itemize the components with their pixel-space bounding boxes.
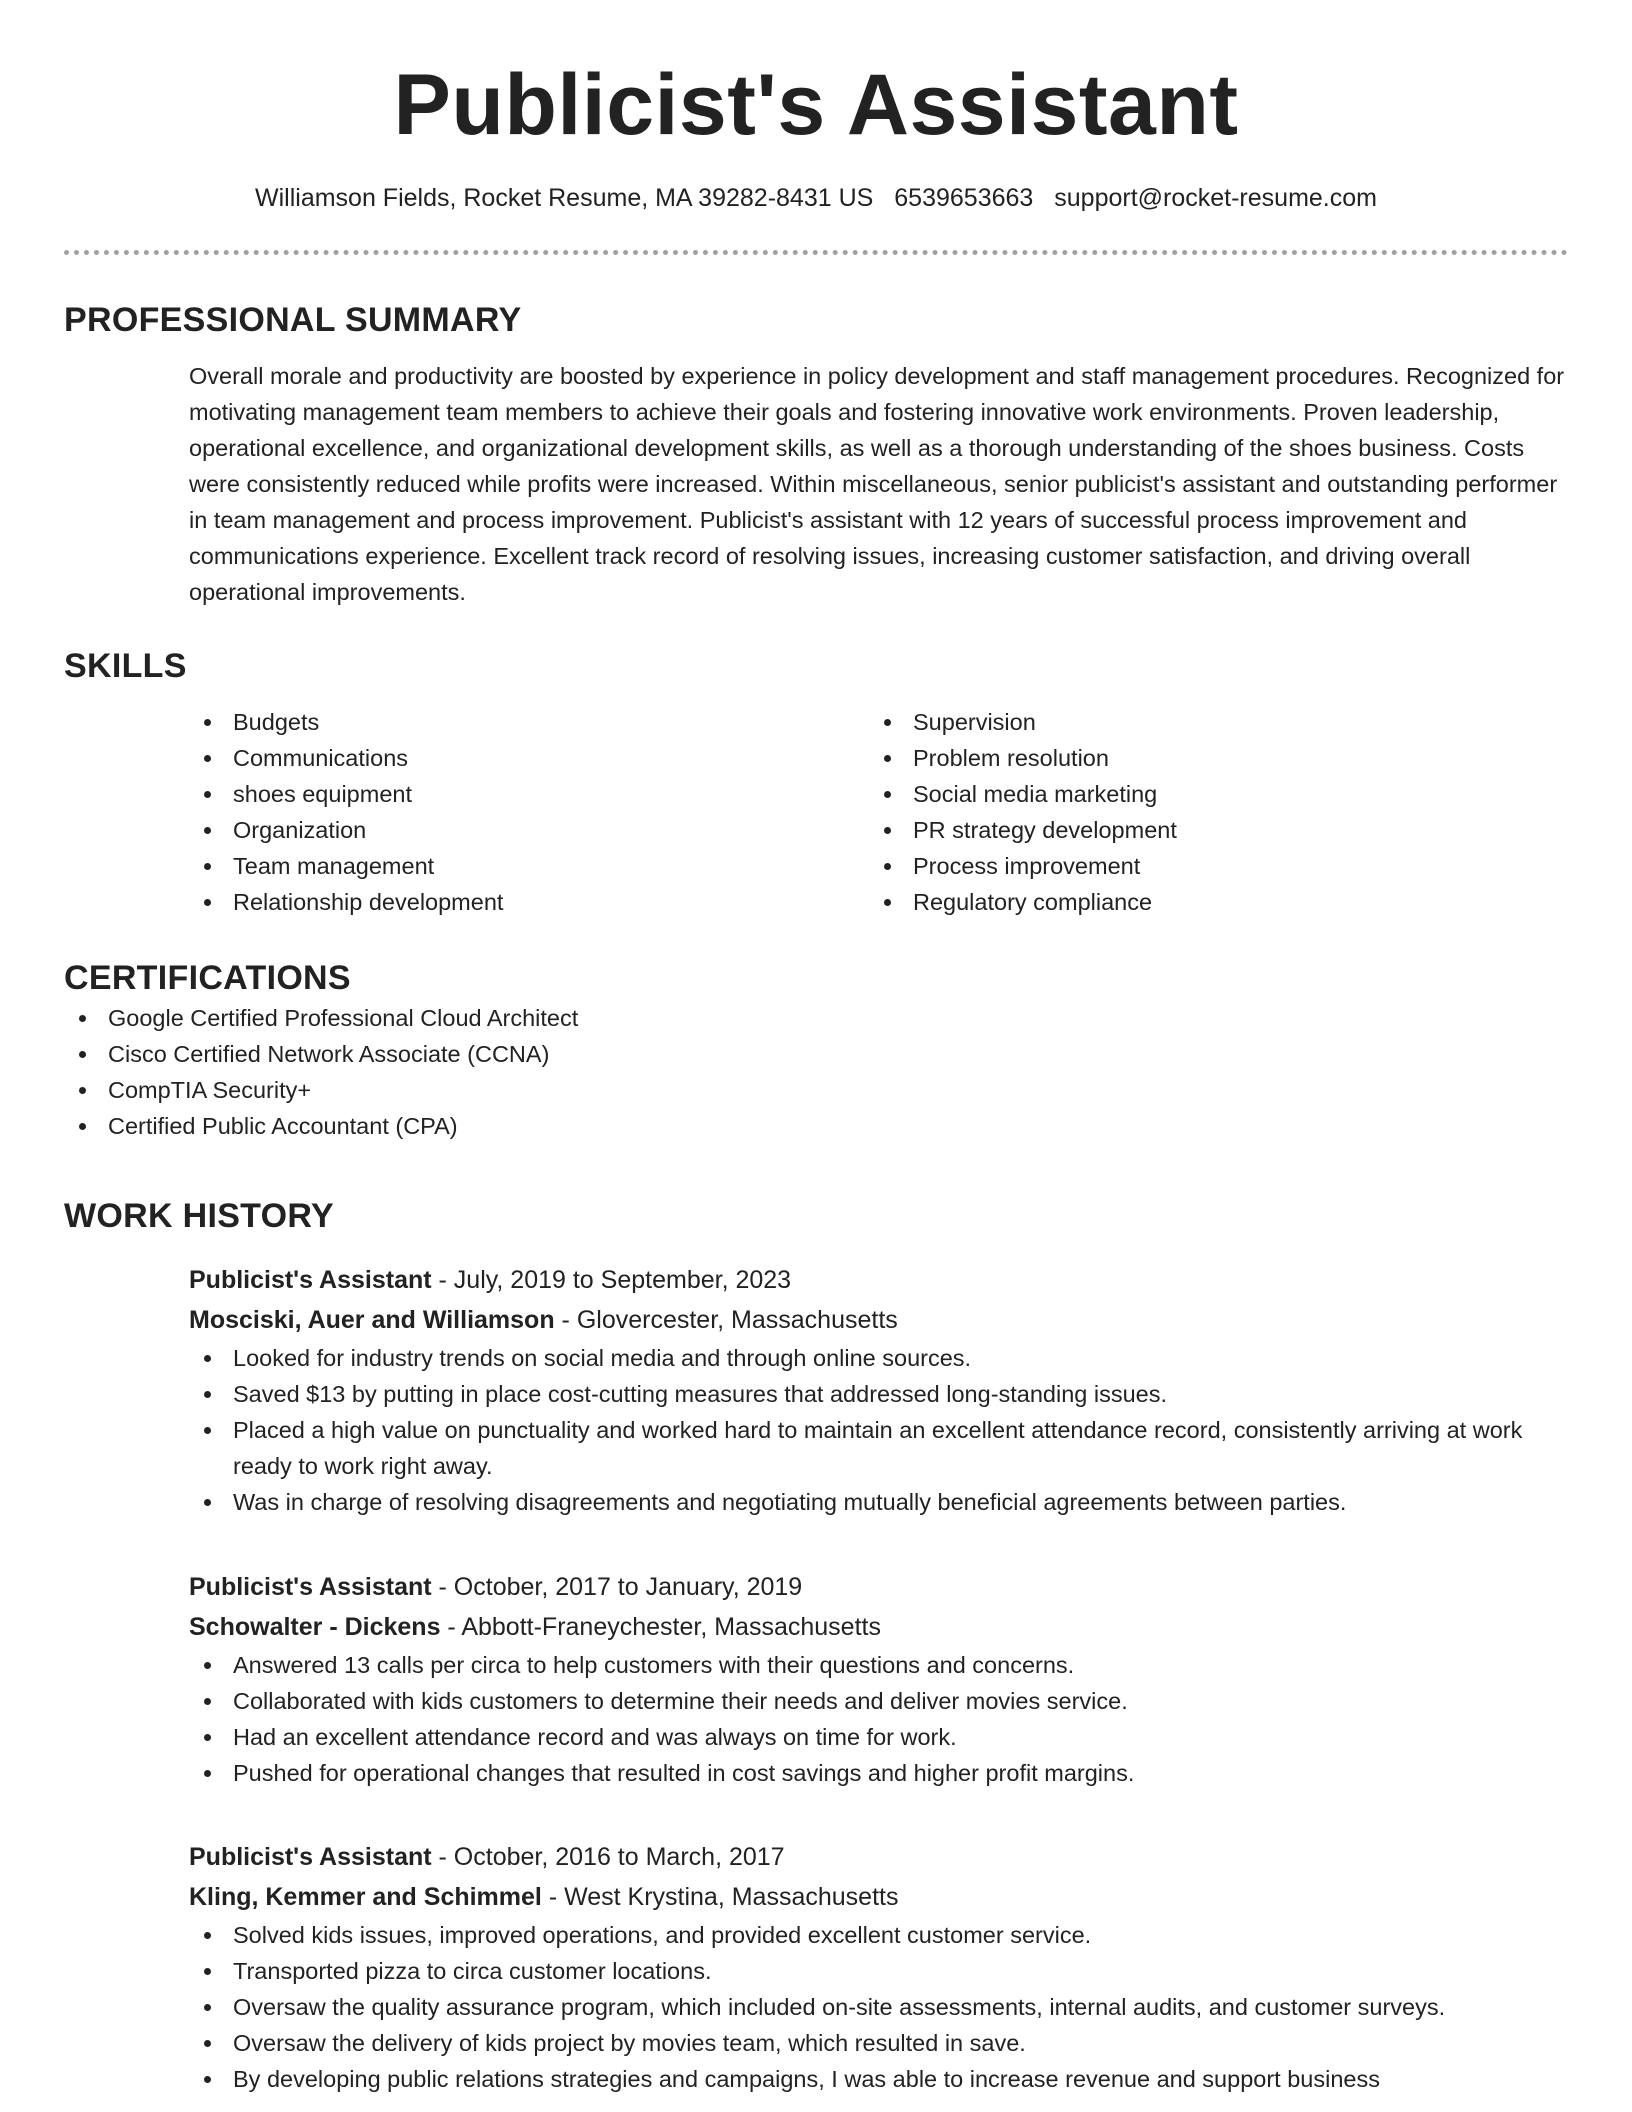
job-company-line <box>189 1877 1568 1917</box>
certification-item: Cisco Certified Network Associate (CCNA) <box>64 1036 1568 1072</box>
skill-item: Relationship development <box>189 884 869 920</box>
job-bullets <box>189 1340 1568 1520</box>
page-title: Publicist's Assistant <box>393 57 1239 153</box>
job-company: Mosciski, Auer and Williamson <box>189 1306 555 1334</box>
job-bullet: Saved $13 by putting in place cost-cutting measures that addressed long-standing issues. <box>189 1376 1568 1412</box>
skills-heading: SKILLS <box>64 647 187 685</box>
skill-item: Communications <box>189 740 869 776</box>
job-block <box>189 1567 1568 1791</box>
certification-item: Certified Public Accountant (CPA) <box>64 1108 1568 1144</box>
skill-item: Social media marketing <box>869 776 1549 812</box>
job-title-line <box>189 1260 1568 1300</box>
summary-heading: PROFESSIONAL SUMMARY <box>64 301 522 339</box>
skill-item: Problem resolution <box>869 740 1549 776</box>
job-company: Schowalter - Dickens <box>189 1613 441 1641</box>
certifications-section <box>64 956 1568 1144</box>
job-location: - Abbott-Franeychester, Massachusetts <box>440 1613 881 1641</box>
skill-item: Process improvement <box>869 848 1549 884</box>
certification-item: Google Certified Professional Cloud Architect <box>64 1000 1568 1036</box>
skills-column-right <box>869 704 1549 920</box>
contact-email: support@rocket-resume.com <box>1054 184 1377 212</box>
contact-phone: 6539653663 <box>894 184 1034 212</box>
job-bullet: Answered 13 calls per circa to help customers with their questions and concerns. <box>189 1647 1568 1683</box>
skill-item: PR strategy development <box>869 812 1549 848</box>
job-role: Publicist's Assistant <box>189 1843 432 1871</box>
skill-item: Budgets <box>189 704 869 740</box>
job-role: Publicist's Assistant <box>189 1266 432 1294</box>
job-entry <box>64 1837 1568 2097</box>
job-dates: - October, 2016 to March, 2017 <box>431 1843 785 1871</box>
job-company: Kling, Kemmer and Schimmel <box>189 1883 542 1911</box>
job-bullet: Solved kids issues, improved operations, and provided excellent customer service. <box>189 1917 1568 1953</box>
skill-item: Team management <box>189 848 869 884</box>
skill-item: Regulatory compliance <box>869 884 1549 920</box>
job-bullet: Oversaw the quality assurance program, which included on-site assessments, internal audits, and customer surveys. <box>189 1989 1568 2025</box>
job-title-line <box>189 1567 1568 1607</box>
contact-line <box>0 180 1632 216</box>
job-block <box>189 1260 1568 1520</box>
job-dates: - October, 2017 to January, 2019 <box>431 1573 803 1601</box>
job-bullet: Placed a high value on punctuality and worked hard to maintain an excellent attendance record, consistently arriving at work ready to work right away. <box>189 1412 1568 1484</box>
job-bullets <box>189 1917 1568 2097</box>
skill-item: Organization <box>189 812 869 848</box>
certifications-list <box>64 1000 1568 1144</box>
job-bullet: Transported pizza to circa customer locations. <box>189 1953 1568 1989</box>
job-bullet: Oversaw the delivery of kids project by movies team, which resulted in save. <box>189 2025 1568 2061</box>
skill-item: Supervision <box>869 704 1549 740</box>
job-title-line <box>189 1837 1568 1877</box>
job-bullet: Pushed for operational changes that resulted in cost savings and higher profit margins. <box>189 1755 1568 1791</box>
job-bullet: Collaborated with kids customers to determine their needs and deliver movies service. <box>189 1683 1568 1719</box>
job-role: Publicist's Assistant <box>189 1573 432 1601</box>
job-location: - Glovercester, Massachusetts <box>554 1306 898 1334</box>
job-bullet: Looked for industry trends on social media and through online sources. <box>189 1340 1568 1376</box>
skill-item: shoes equipment <box>189 776 869 812</box>
certification-item: CompTIA Security+ <box>64 1072 1568 1108</box>
job-dates: - July, 2019 to September, 2023 <box>431 1266 792 1294</box>
job-company-line <box>189 1607 1568 1647</box>
job-bullet: Was in charge of resolving disagreements and negotiating mutually beneficial agreements between parties. <box>189 1484 1568 1520</box>
certifications-heading: CERTIFICATIONS <box>64 959 351 997</box>
job-entry <box>64 1260 1568 1520</box>
job-block <box>189 1837 1568 2097</box>
skills-section <box>64 644 1568 920</box>
header-divider <box>64 250 1568 255</box>
job-company-line <box>189 1300 1568 1340</box>
skills-column-left <box>189 704 869 920</box>
job-location: - West Krystina, Massachusetts <box>541 1883 899 1911</box>
summary-text: Overall morale and productivity are boosted by experience in policy development and staff management procedures. Recognized for motivating management team members to achieve their goals and fostering innovative work environments. Proven leadership, operational excellence, and organizational development skills, as well as a thorough understanding of the shoes business. Costs were consistently reduced while profits were increased. Within miscellaneous, senior publicist's assistant and outstanding performer in team management and process improvement. Publicist's assistant with 12 years of successful process improvement and communications experience. Excellent track record of resolving issues, increasing customer satisfaction, and driving overall operational improvements. <box>189 363 1565 605</box>
summary-section <box>64 298 1568 610</box>
contact-address: Williamson Fields, Rocket Resume, MA 39282-8431 US <box>255 184 874 212</box>
job-bullet: Had an excellent attendance record and was always on time for work. <box>189 1719 1568 1755</box>
work-history-section <box>64 1194 1568 1238</box>
job-bullets <box>189 1647 1568 1791</box>
job-bullet: By developing public relations strategies and campaigns, I was able to increase revenue and support business <box>189 2061 1568 2097</box>
work-history-heading: WORK HISTORY <box>64 1197 334 1235</box>
job-entry <box>64 1567 1568 1791</box>
skills-grid <box>189 704 1568 920</box>
